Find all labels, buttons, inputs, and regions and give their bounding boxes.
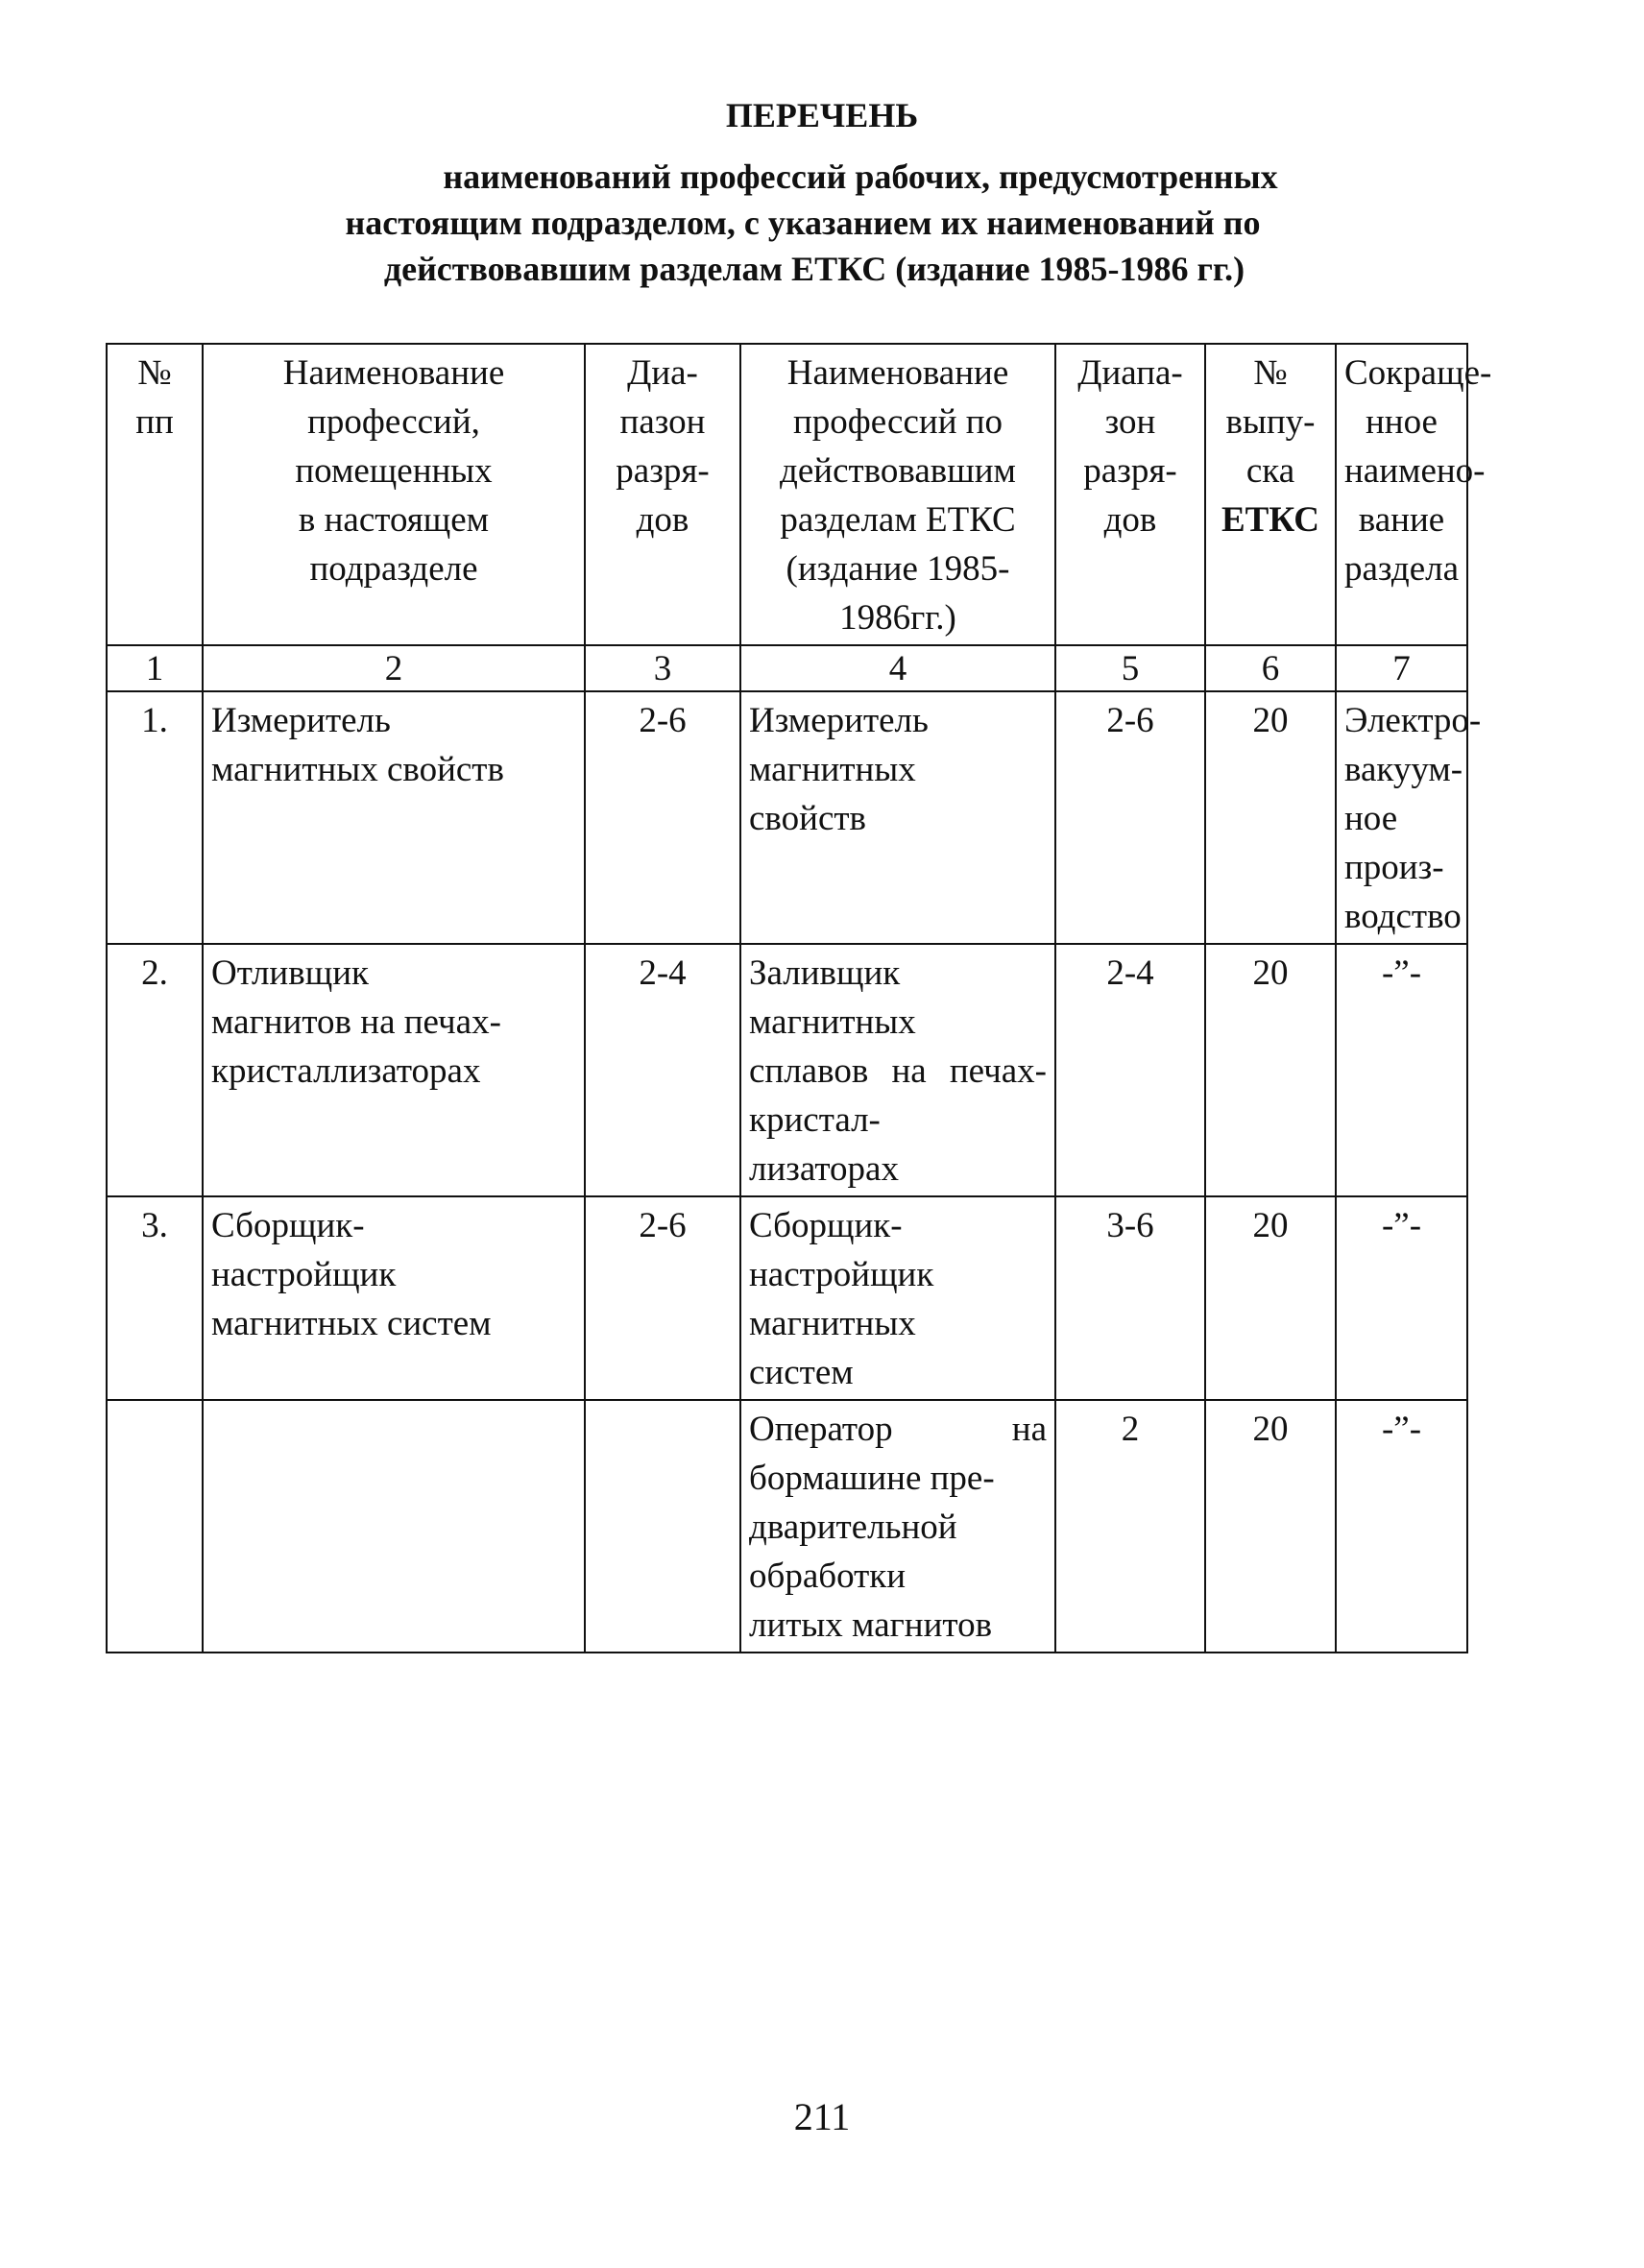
- header-number: № пп: [107, 344, 203, 645]
- table-row: [107, 691, 1467, 944]
- row-section: -”-: [1336, 1400, 1467, 1653]
- header-section-short-name: Сокраще- нное наимено- вание раздела: [1336, 344, 1467, 645]
- document-subtitle-line-3: [0, 246, 1636, 292]
- row-profession: Отливщик магнитов на печах- кристаллизаторах: [203, 944, 585, 1196]
- row-old-profession: Сборщик- настройщик магнитных систем: [740, 1196, 1055, 1400]
- column-number: 3: [585, 645, 740, 691]
- row-range: 2-4: [585, 944, 740, 1196]
- column-number-row: [107, 645, 1467, 691]
- header-profession-name: Наименование профессий, помещенных в настоящем подразделе: [203, 344, 585, 645]
- row-issue: 20: [1205, 1400, 1336, 1653]
- header-old-profession-name: Наименование профессий по действовавшим разделам ЕТКС (издание 1985- 1986гг.): [740, 344, 1055, 645]
- header-old-grade-range: Диапа- зон разря- дов: [1055, 344, 1205, 645]
- subtitle-line-3: действовавшим разделам ЕТКС (издание 1985-1986 гг.): [383, 250, 1245, 288]
- column-number: 5: [1055, 645, 1205, 691]
- row-issue: 20: [1205, 1196, 1336, 1400]
- row-old-profession: Заливщик магнитных сплавов на печах-кристал- лизаторах: [740, 944, 1055, 1196]
- row-issue: 20: [1205, 691, 1336, 944]
- row-number: 1.: [107, 691, 203, 944]
- subtitle-line-2: настоящим подразделом, с указанием их наименований по: [345, 204, 1261, 242]
- header-issue-etks: ЕТКС: [1221, 500, 1319, 540]
- row-number: 2.: [107, 944, 203, 1196]
- table-row: [107, 1196, 1467, 1400]
- row-profession: Измеритель магнитных свойств: [203, 691, 585, 944]
- row-section: -”-: [1336, 944, 1467, 1196]
- column-number: 7: [1336, 645, 1467, 691]
- row-old-range: 3-6: [1055, 1196, 1205, 1400]
- table-header-row: [107, 344, 1467, 645]
- page-number: 211: [793, 2095, 851, 2138]
- table-row: [107, 1400, 1467, 1653]
- column-number: 6: [1205, 645, 1336, 691]
- row-range: 2-6: [585, 691, 740, 944]
- row-old-range: 2: [1055, 1400, 1205, 1653]
- header-issue-number: [1205, 344, 1336, 645]
- row-old-profession: Измеритель магнитных свойств: [740, 691, 1055, 944]
- column-number: 1: [107, 645, 203, 691]
- row-old-profession: Оператор на бормашине пре- дварительной обработки литых магнитов: [740, 1400, 1055, 1653]
- row-old-range: 2-4: [1055, 944, 1205, 1196]
- table-row: [107, 944, 1467, 1196]
- column-number: 2: [203, 645, 585, 691]
- column-number: 4: [740, 645, 1055, 691]
- row-profession: [203, 1400, 585, 1653]
- row-section: -”-: [1336, 1196, 1467, 1400]
- row-profession: Сборщик- настройщик магнитных систем: [203, 1196, 585, 1400]
- row-number: 3.: [107, 1196, 203, 1400]
- professions-table: [106, 343, 1492, 1653]
- document-subtitle-line-2: [0, 200, 1625, 246]
- subtitle-line-1: наименований профессий рабочих, предусмотренных: [443, 157, 1278, 196]
- row-range: [585, 1400, 740, 1653]
- header-issue-label: № выпу- ска: [1225, 353, 1316, 491]
- title-main: ПЕРЕЧЕНЬ: [725, 96, 919, 134]
- row-section: Электро- вакуум- ное произ- водство: [1336, 691, 1467, 944]
- row-range: 2-6: [585, 1196, 740, 1400]
- row-issue: 20: [1205, 944, 1336, 1196]
- row-number: [107, 1400, 203, 1653]
- header-grade-range: Диа- пазон разря- дов: [585, 344, 740, 645]
- document-subtitle-line-1: [38, 154, 1644, 200]
- document-title: [0, 92, 1644, 138]
- row-old-range: 2-6: [1055, 691, 1205, 944]
